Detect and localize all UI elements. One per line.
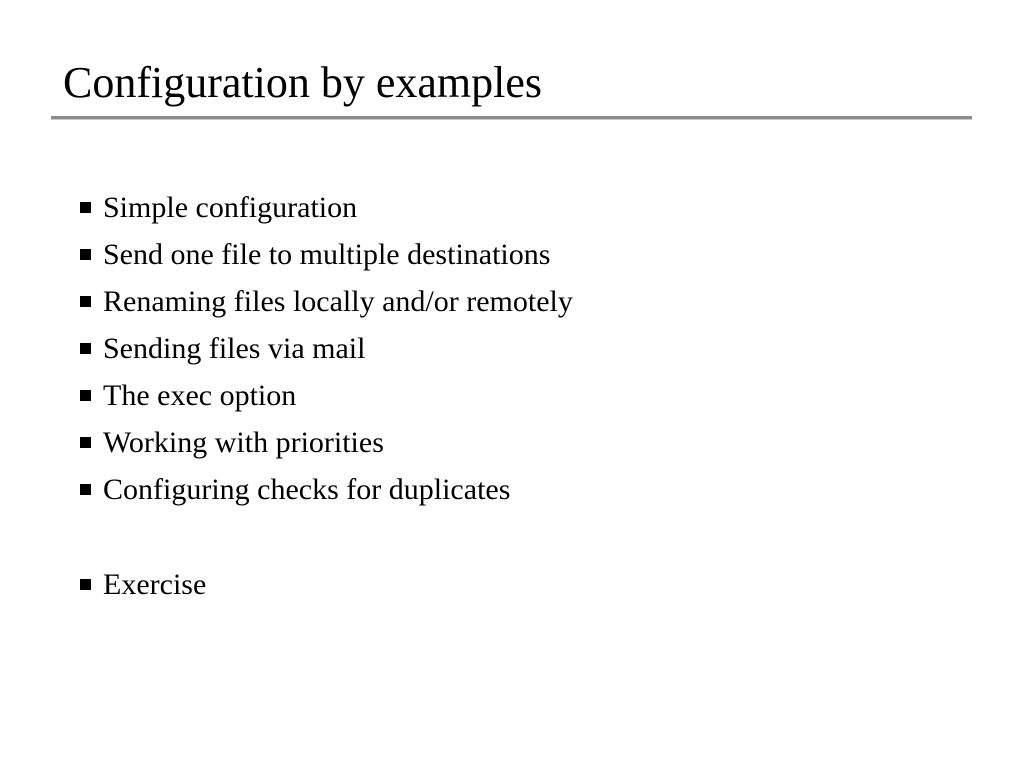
square-bullet-icon	[80, 484, 91, 495]
list-item-text: Send one file to multiple destinations	[103, 238, 551, 271]
square-bullet-icon	[80, 343, 91, 354]
list-item	[80, 184, 960, 231]
list-item	[80, 278, 960, 325]
list-item-text: The exec option	[103, 379, 297, 412]
title-divider	[51, 116, 972, 120]
square-bullet-icon	[80, 390, 91, 401]
bullet-list	[80, 184, 960, 608]
square-bullet-icon	[80, 579, 91, 590]
list-item	[80, 325, 960, 372]
slide-title: Configuration by examples	[63, 58, 543, 107]
square-bullet-icon	[80, 249, 91, 260]
square-bullet-icon	[80, 296, 91, 307]
list-item-text: Configuring checks for duplicates	[103, 473, 511, 506]
square-bullet-icon	[80, 202, 91, 213]
list-item-text: Exercise	[103, 568, 207, 601]
list-item	[80, 466, 960, 513]
list-item-text: Sending files via mail	[103, 332, 366, 365]
list-item-text: Renaming files locally and/or remotely	[103, 285, 573, 318]
list-item	[80, 372, 960, 419]
list-item-text: Simple configuration	[103, 191, 358, 224]
list-item	[80, 231, 960, 278]
square-bullet-icon	[80, 437, 91, 448]
list-item-exercise	[80, 561, 960, 608]
list-item	[80, 419, 960, 466]
list-item-text: Working with priorities	[103, 426, 384, 459]
